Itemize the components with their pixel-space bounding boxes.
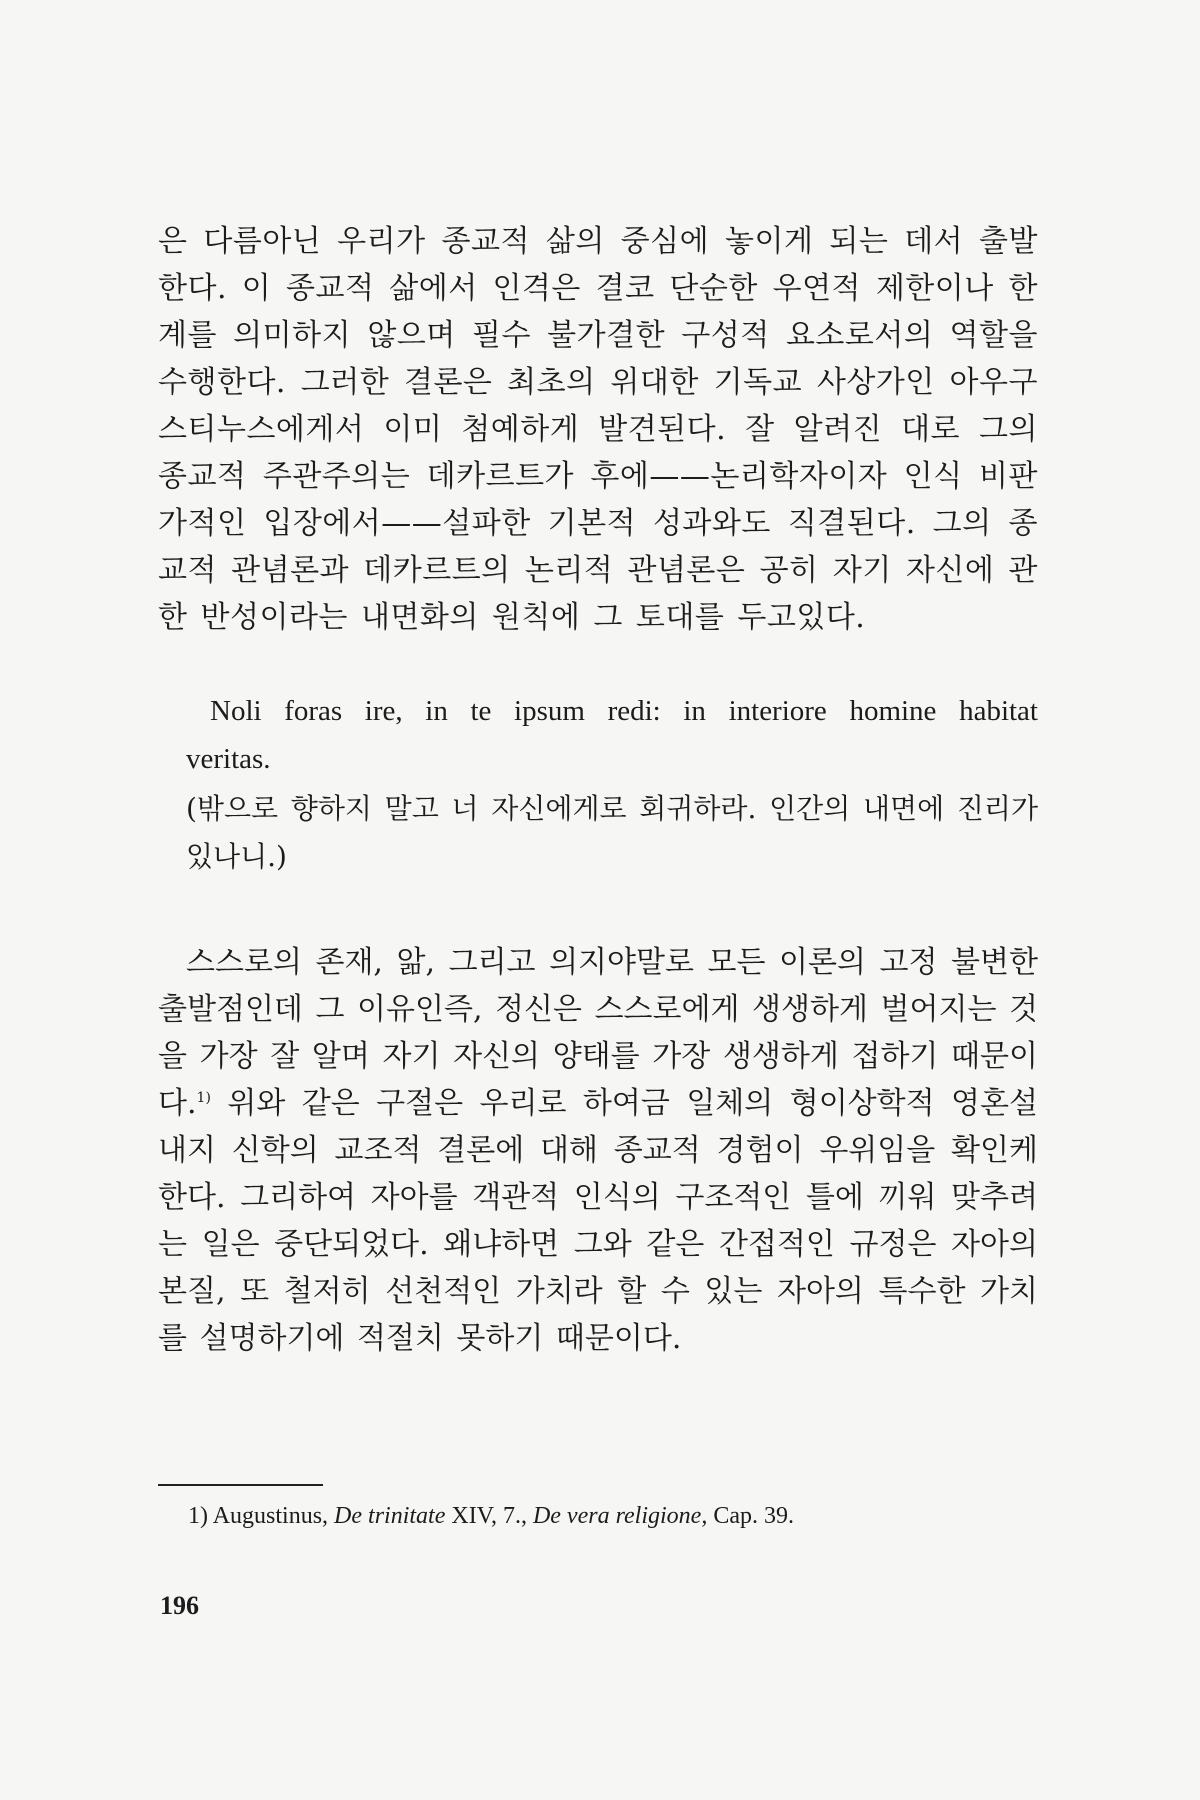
paragraph-2-text-a: 스스로의 존재, 앎, 그리고 의지야말로 모든 이론의 고정 불변한 출발점인데 그 이유인즉, 정신은 스스로에게 생생하게 벌어지는 것을 가장 잘 알며 자기 자신의 양태를 가장 생생하게 접하기 때문이다. (158, 945, 1038, 1121)
page-body (158, 218, 1038, 1362)
block-quote (186, 687, 1038, 881)
footnote-reference: 1) (196, 1090, 211, 1106)
page-number: 196 (160, 1591, 199, 1620)
footnote (188, 1500, 1028, 1532)
footnote-ref-1: XIV, 7., (451, 1503, 527, 1529)
footnote-author: Augustinus, (212, 1503, 329, 1529)
paragraph-1: 은 다름아닌 우리가 종교적 삶의 중심에 놓이게 되는 데서 출발한다. 이 종교적 삶에서 인격은 결코 단순한 우연적 제한이나 한계를 의미하지 않으며 필수 불가결한 구성적 요소로서의 역할을 수행한다. 그러한 결론은 최초의 위대한 기독교 사상가인 아우구스티누스에게서 이미 첨예하게 발견된다. 잘 알려진 대로 그의 종교적 주관주의는 데카르트가 후에——논리학자이자 인식 비판가적인 입장에서——설파한 기본적 성과와도 직결된다. 그의 종교적 관념론과 데카르트의 논리적 관념론은 공히 자기 자신에 관한 반성이라는 내면화의 원칙에 그 토대를 두고있다. (158, 224, 1038, 635)
quote-latin: Noli foras ire, in te ipsum redi: in interiore homine habitat veritas. (186, 695, 1038, 775)
footnote-ref-2: Cap. 39. (713, 1503, 794, 1529)
footnote-divider (158, 1484, 323, 1486)
paragraph-2 (158, 939, 1038, 1362)
footnote-work-1: De trinitate (334, 1503, 446, 1529)
paragraph-2-text-b: 위와 같은 구절은 우리로 하여금 일체의 형이상학적 영혼설 내지 신학의 교조적 결론에 대해 종교적 경험이 우위임을 확인케 한다. 그리하여 자아를 객관적 인식의 구조적인 틀에 끼워 맞추려는 일은 중단되었다. 왜냐하면 그와 같은 간접적인 규정은 자아의 본질, 또 철저히 선천적인 가치라 할 수 있는 자아의 특수한 가치를 설명하기에 적절치 못하기 때문이다. (158, 1086, 1038, 1356)
quote-korean-translation: (밖으로 향하지 말고 너 자신에게로 회귀하라. 인간의 내면에 진리가 있나니.) (186, 792, 1038, 873)
footnote-number: 1) (188, 1503, 208, 1529)
footnote-work-2: De vera religione, (532, 1503, 708, 1529)
